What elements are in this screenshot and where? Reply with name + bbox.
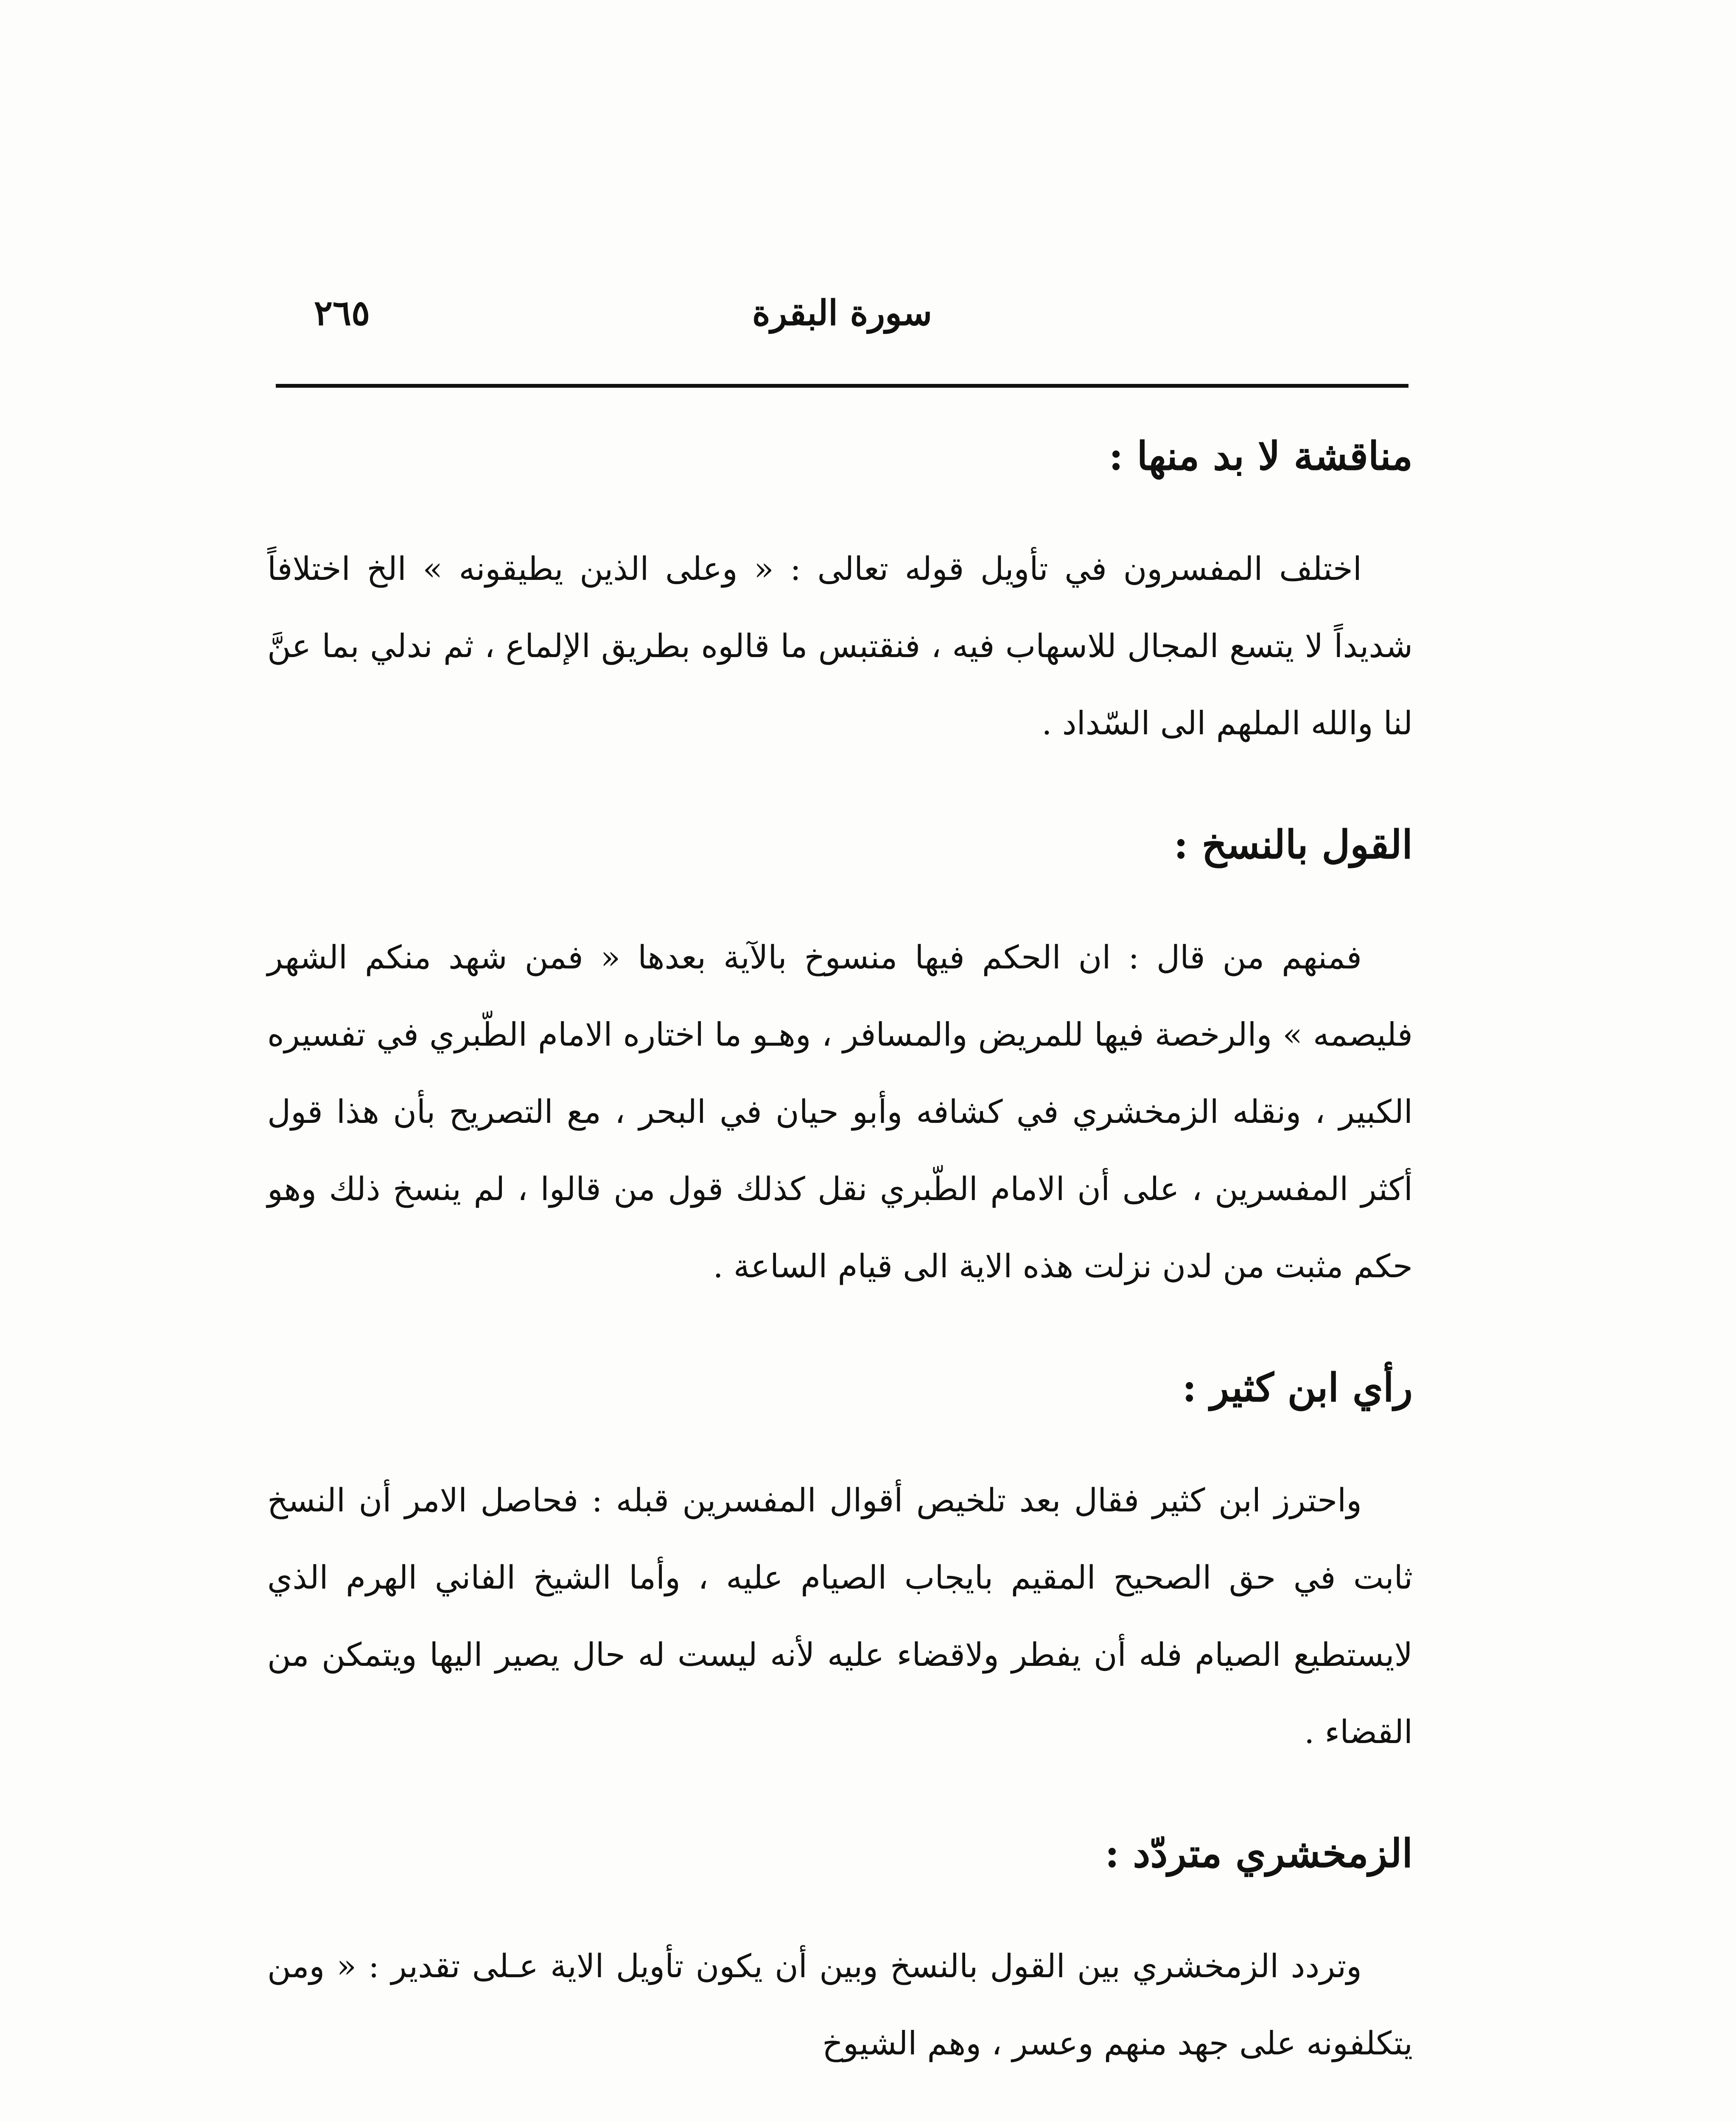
page-number: ٢٦٥ — [314, 293, 370, 333]
section-heading-ibn-kathir: رأي ابن كثير : — [1182, 1365, 1413, 1410]
running-title: سورة البقرة — [752, 293, 932, 333]
section-paragraph-zamakhshari: وتردد الزمخشري بين القول بالنسخ وبين أن يكون تأويل الاية عـلى تقدير : « ومن يتكلفونه على جهد منهم وعسر ، وهم الشيوخ — [267, 1947, 1413, 2062]
section-paragraph-discussion: اختلف المفسرون في تأويل قوله تعالى : « وعلى الذين يطيقونه » الخ اختلافاً شديداً لا يتسع المجال للاسهاب فيه ، فنقتبس ما قالوه بطريق الإلماع ، ثم ندلي بما عنَّ لنا والله الملهم الى السّداد . — [267, 550, 1413, 742]
page-body — [267, 424, 1413, 2082]
section-paragraph-abrogation: فمنهم من قال : ان الحكم فيها منسوخ بالآية بعدها « فمن شهد منكم الشهر فليصمه » والرخصة فيها للمريض والمسافر ، وهـو ما اختاره الامام الطّبري في تفسيره الكبير ، ونقله الزمخشري في كشافه وأبو حيان في البحر ، مع التصريح بأن هذا قول أكثر المفسرين ، على أن الامام الطّبري نقل كذلك قول من قالوا ، لم ينسخ ذلك وهو حكم مثبت من لدن نزلت هذه الاية الى قيام الساعة . — [267, 938, 1413, 1285]
section-heading-discussion: مناقشة لا بد منها : — [1109, 433, 1413, 479]
section-paragraph-ibn-kathir: واحترز ابن كثير فقال بعد تلخيص أقوال المفسرين قبله : فحاصل الامر أن النسخ ثابت في حق الصحيح المقيم بايجاب الصيام عليه ، وأما الشيخ الفاني الهرم الذي لايستطيع الصيام فله أن يفطر ولاقضاء عليه لأنه ليست له حال يصير اليها ويتمكن من القضاء . — [267, 1481, 1413, 1751]
section-heading-zamakhshari: الزمخشري متردّد : — [1105, 1830, 1413, 1876]
page-header — [276, 293, 1408, 356]
section-heading-abrogation: القول بالنسخ : — [1173, 822, 1413, 867]
header-rule — [276, 384, 1408, 388]
